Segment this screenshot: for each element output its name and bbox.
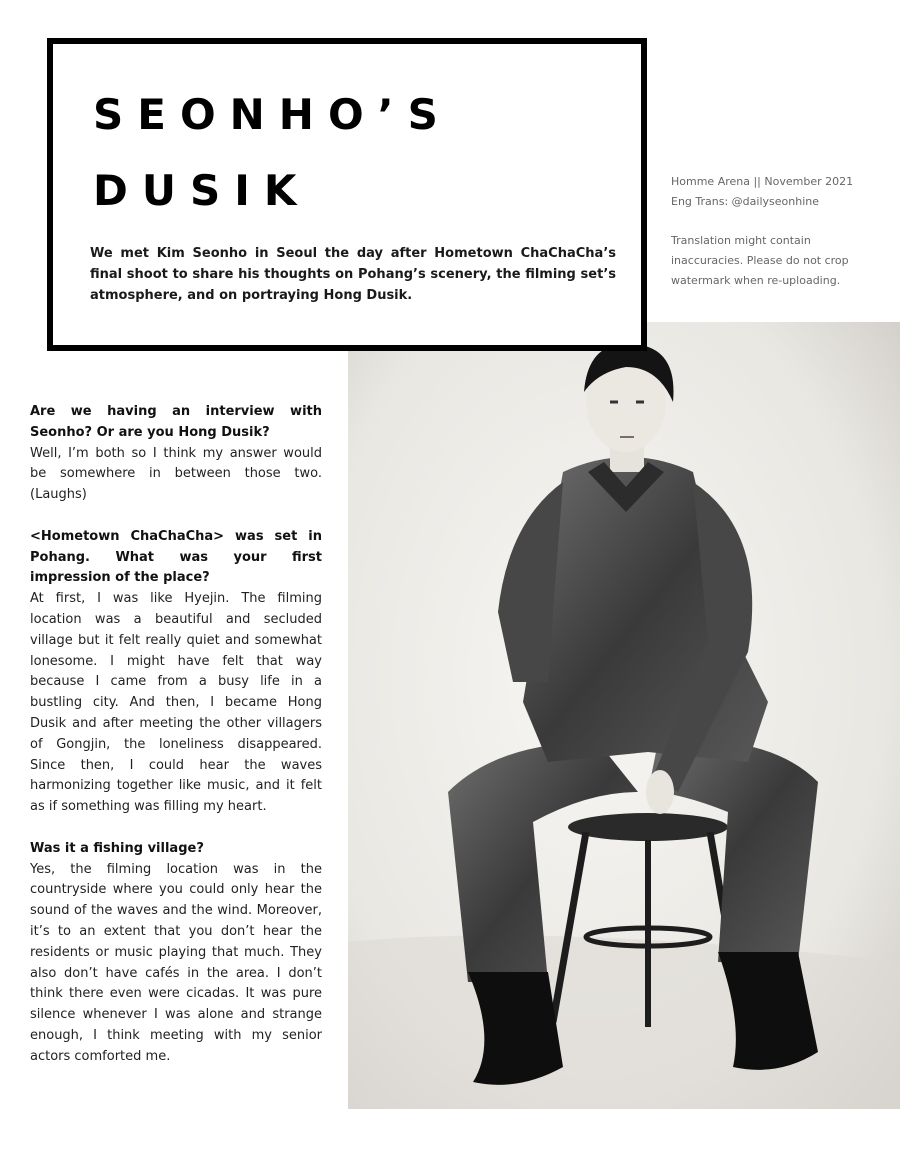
disclaimer-line-2: inaccuracies. Please do not crop xyxy=(671,254,849,267)
intro-paragraph: We met Kim Seonho in Seoul the day after Hometown ChaChaCha’s final shoot to share his thoughts on Pohang’s scenery, the filming set’s atmosphere, and on portraying Hong Dusik. xyxy=(90,246,616,303)
source-credits xyxy=(671,172,886,291)
question-1: Are we having an interview with Seonho? Or are you Hong Dusik? xyxy=(30,404,322,440)
photo-of-man-in-denim-on-stool-icon xyxy=(348,322,900,1109)
photo xyxy=(348,322,900,1109)
source-line: Homme Arena || November 2021 xyxy=(671,175,854,188)
answer-2: At first, I was like Hyejin. The filming location was a beautiful and secluded village but it felt really quiet and somewhat lonesome. I might have felt that way because I came from a busy life in a bustling city. And then, I became Hong Dusik and after meeting the other villagers of Gongjin, the loneliness disappeared. Since then, I could hear the waves harmonizing together like music, and it felt as if something was filling my heart. xyxy=(30,591,322,815)
title-line-2: DUSIK xyxy=(93,166,311,215)
title-box xyxy=(47,38,647,351)
interview-article xyxy=(30,402,322,1068)
answer-3: Yes, the filming location was in the countryside where you could only hear the sound of the waves and the wind. Moreover, it’s to an extent that you don’t hear the residents or music playing that much. They also don’t have cafés in the area. I don’t think there even were cicadas. It was pure silence whenever I was alone and strange enough, I think meeting with my senior actors comforted me. xyxy=(30,861,322,1064)
translator-line: Eng Trans: @dailyseonhine xyxy=(671,195,819,208)
question-3: Was it a fishing village? xyxy=(30,840,204,856)
disclaimer-line-1: Translation might contain xyxy=(671,234,811,247)
question-2: <Hometown ChaChaCha> was set in Pohang. What was your first impression of the place? xyxy=(30,528,322,586)
disclaimer-line-3: watermark when re-uploading. xyxy=(671,274,841,287)
title-line-1: SEONHO’S xyxy=(93,90,452,139)
answer-1: Well, I’m both so I think my answer would be somewhere in between those two. (Laughs) xyxy=(30,445,322,503)
